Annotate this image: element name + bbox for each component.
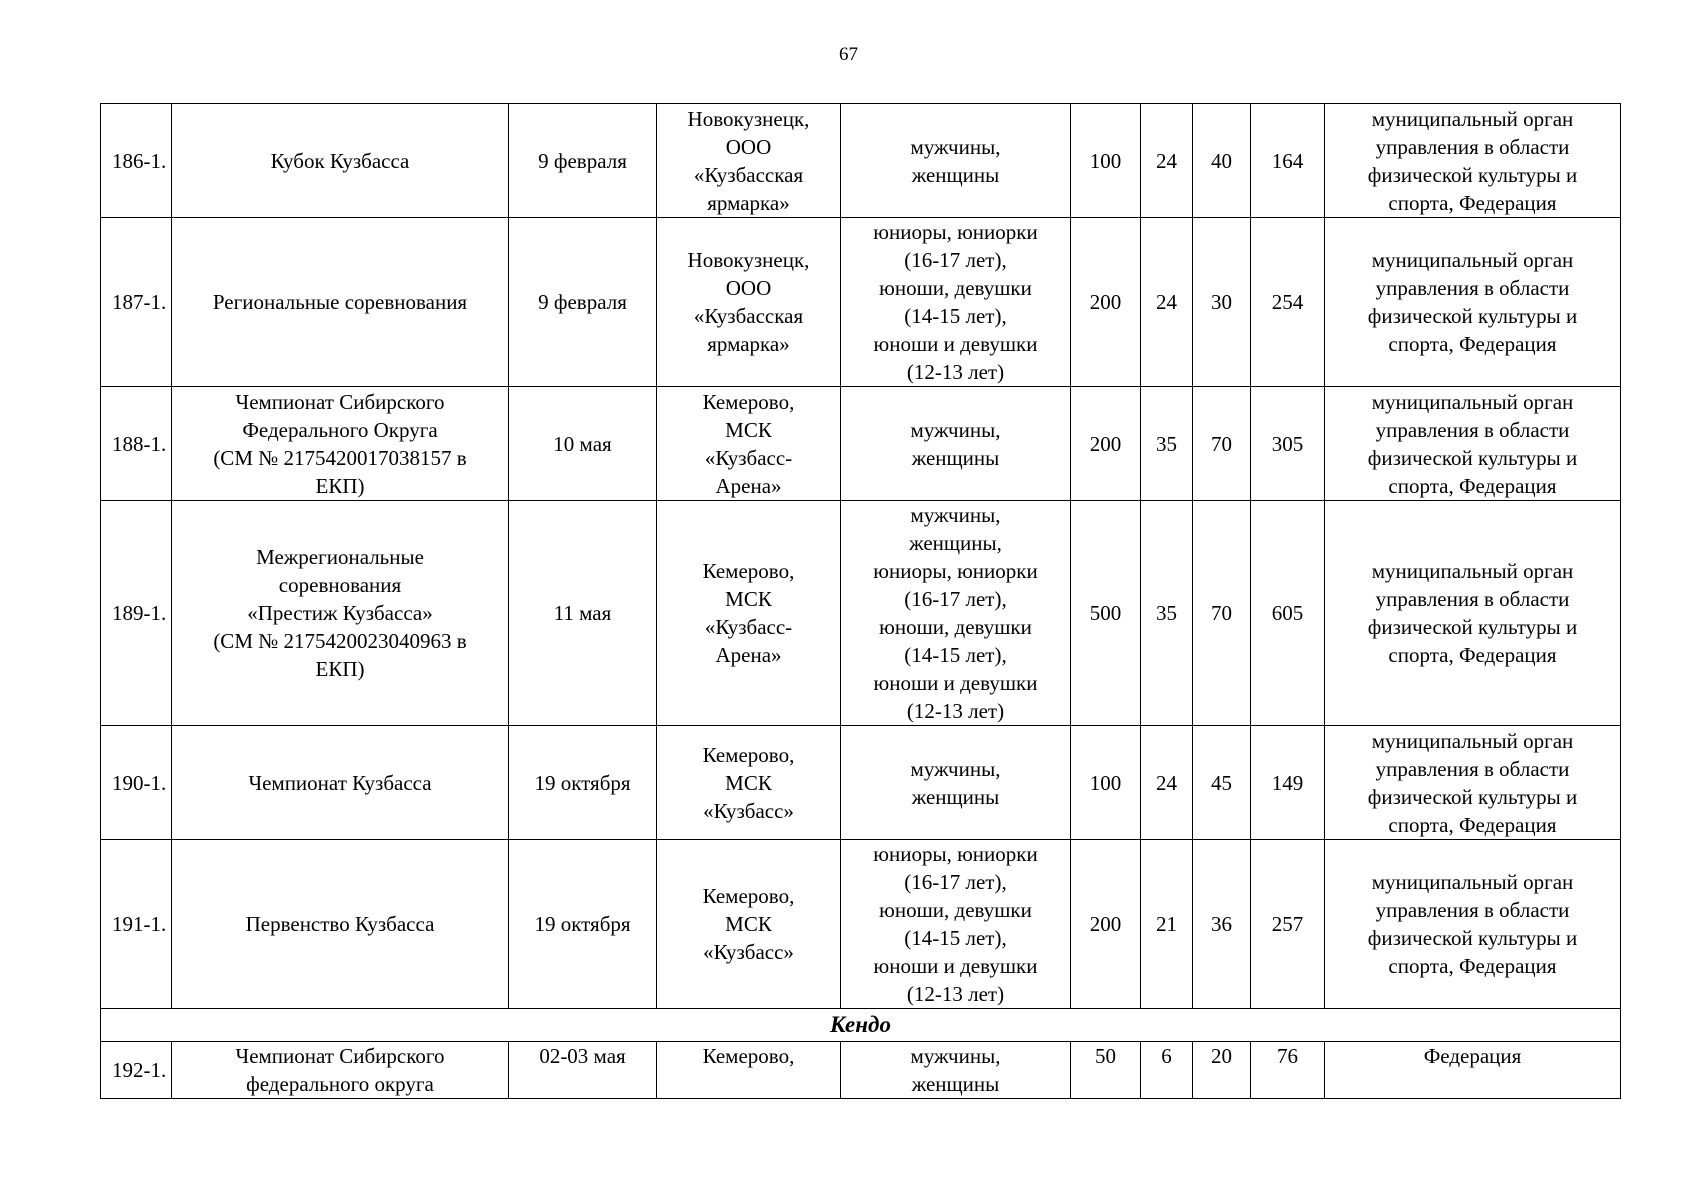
count-3: 30 (1193, 218, 1251, 387)
count-1: 200 (1071, 840, 1141, 1009)
event-participants: мужчины, женщины (841, 387, 1071, 501)
count-1: 50 (1071, 1042, 1141, 1099)
section-title: Кендо (101, 1009, 1621, 1042)
event-organizer: муниципальный орган управления в области физической культуры и спорта, Федерация (1325, 840, 1621, 1009)
count-1: 200 (1071, 218, 1141, 387)
count-total: 605 (1251, 501, 1325, 726)
event-place: Кемерово, МСК «Кузбасс- Арена» (657, 387, 841, 501)
count-3: 36 (1193, 840, 1251, 1009)
event-place: Кемерово, (657, 1042, 841, 1099)
count-1: 100 (1071, 104, 1141, 218)
table-row (101, 387, 1621, 501)
event-participants: мужчины, женщины (841, 1042, 1071, 1099)
row-number: 186-1. (101, 104, 172, 218)
count-total: 76 (1251, 1042, 1325, 1099)
table-row (101, 726, 1621, 840)
event-participants: юниоры, юниорки (16-17 лет), юноши, девушки (14-15 лет), юноши и девушки (12-13 лет) (841, 840, 1071, 1009)
event-date: 9 февраля (509, 218, 657, 387)
event-organizer: муниципальный орган управления в области физической культуры и спорта, Федерация (1325, 726, 1621, 840)
event-place: Кемерово, МСК «Кузбасс- Арена» (657, 501, 841, 726)
event-date: 19 октября (509, 726, 657, 840)
event-place: Новокузнецк, ООО «Кузбасская ярмарка» (657, 104, 841, 218)
event-participants: мужчины, женщины, юниоры, юниорки (16-17 лет), юноши, девушки (14-15 лет), юноши и девушки (12-13 лет) (841, 501, 1071, 726)
count-3: 45 (1193, 726, 1251, 840)
event-name: Чемпионат Сибирского федерального округа (172, 1042, 509, 1099)
event-organizer: муниципальный орган управления в области физической культуры и спорта, Федерация (1325, 104, 1621, 218)
count-total: 149 (1251, 726, 1325, 840)
event-date: 9 февраля (509, 104, 657, 218)
event-organizer: муниципальный орган управления в области физической культуры и спорта, Федерация (1325, 387, 1621, 501)
section-header-row (101, 1009, 1621, 1042)
event-place: Кемерово, МСК «Кузбасс» (657, 726, 841, 840)
row-number: 189-1. (101, 501, 172, 726)
count-2: 24 (1141, 218, 1193, 387)
event-participants: юниоры, юниорки (16-17 лет), юноши, девушки (14-15 лет), юноши и девушки (12-13 лет) (841, 218, 1071, 387)
event-date: 19 октября (509, 840, 657, 1009)
event-name: Межрегиональные соревнования «Престиж Кузбасса» (СМ № 2175420023040963 в ЕКП) (172, 501, 509, 726)
count-total: 254 (1251, 218, 1325, 387)
event-participants: мужчины, женщины (841, 726, 1071, 840)
count-3: 70 (1193, 387, 1251, 501)
event-name: Чемпионат Сибирского Федерального Округа (СМ № 2175420017038157 в ЕКП) (172, 387, 509, 501)
event-name: Чемпионат Кузбасса (172, 726, 509, 840)
event-place: Кемерово, МСК «Кузбасс» (657, 840, 841, 1009)
event-organizer: муниципальный орган управления в области физической культуры и спорта, Федерация (1325, 501, 1621, 726)
count-2: 35 (1141, 501, 1193, 726)
table-row (101, 104, 1621, 218)
event-date: 02-03 мая (509, 1042, 657, 1099)
row-number: 190-1. (101, 726, 172, 840)
row-number: 192-1. (101, 1042, 172, 1099)
event-date: 10 мая (509, 387, 657, 501)
count-1: 200 (1071, 387, 1141, 501)
table-row (101, 218, 1621, 387)
count-1: 500 (1071, 501, 1141, 726)
count-1: 100 (1071, 726, 1141, 840)
event-name: Кубок Кузбасса (172, 104, 509, 218)
event-date: 11 мая (509, 501, 657, 726)
count-2: 6 (1141, 1042, 1193, 1099)
count-total: 257 (1251, 840, 1325, 1009)
event-organizer: муниципальный орган управления в области физической культуры и спорта, Федерация (1325, 218, 1621, 387)
table-row (101, 840, 1621, 1009)
event-place: Новокузнецк, ООО «Кузбасская ярмарка» (657, 218, 841, 387)
page-number: 67 (839, 44, 858, 65)
event-name: Региональные соревнования (172, 218, 509, 387)
count-2: 24 (1141, 104, 1193, 218)
count-total: 164 (1251, 104, 1325, 218)
row-number: 187-1. (101, 218, 172, 387)
count-3: 70 (1193, 501, 1251, 726)
count-total: 305 (1251, 387, 1325, 501)
count-2: 21 (1141, 840, 1193, 1009)
row-number: 188-1. (101, 387, 172, 501)
table-row (101, 501, 1621, 726)
count-3: 20 (1193, 1042, 1251, 1099)
event-participants: мужчины, женщины (841, 104, 1071, 218)
count-3: 40 (1193, 104, 1251, 218)
count-2: 24 (1141, 726, 1193, 840)
event-organizer: Федерация (1325, 1042, 1621, 1099)
event-name: Первенство Кузбасса (172, 840, 509, 1009)
count-2: 35 (1141, 387, 1193, 501)
table-row (101, 1042, 1621, 1099)
events-table (100, 103, 1621, 1099)
row-number: 191-1. (101, 840, 172, 1009)
